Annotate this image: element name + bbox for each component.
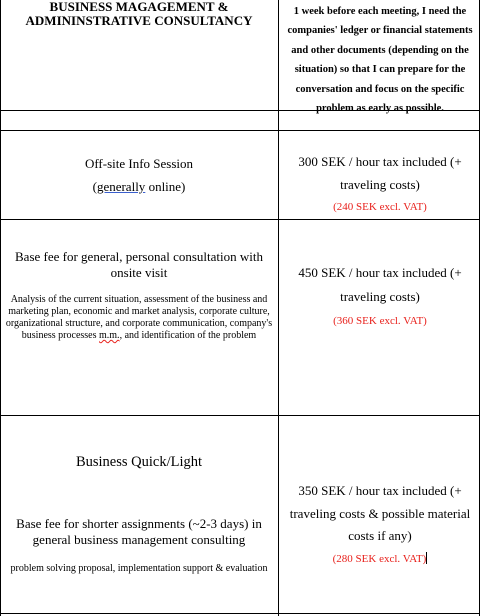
price-excl-vat: (240 SEK excl. VAT) [333, 201, 427, 213]
row-divider [0, 219, 480, 220]
table-border-bottom [0, 613, 480, 614]
row-divider [0, 415, 480, 416]
service-info-session [2, 152, 276, 198]
table-border-left [0, 0, 1, 616]
price-incl-tax: 300 SEK / hour tax included (+ traveling costs) [298, 154, 462, 192]
service-onsite-consultation: Base fee for general, personal consultation with onsite visit [15, 249, 263, 280]
price-incl-tax: 450 SEK / hour tax included (+ traveling costs) [298, 265, 462, 304]
price-incl-tax: 350 SEK / hour tax included (+ traveling costs & possible material costs if any) [289, 483, 471, 543]
service-quick-light: Base fee for shorter assignments (~2-3 days) in general business management consulting [16, 516, 262, 547]
price-info-session [282, 150, 478, 219]
preparation-note: 1 week before each meeting, I need the companies' ledger or financial statements and other documents (depending on the situation) so that I can prepare for the conversation and focus on the specific problem as early as possible. [287, 6, 473, 115]
service-quick-light-title: Business Quick/Light [75, 454, 203, 470]
price-excl-vat: (280 SEK excl. VAT) [332, 552, 427, 565]
service-name: Off-site Info Session [84, 156, 194, 171]
column-divider [278, 0, 279, 616]
service-mode: (generally online) [92, 179, 186, 194]
text-cursor [426, 552, 427, 564]
row-divider [0, 130, 480, 131]
price-onsite-consultation [282, 261, 478, 333]
section-title: BUSINESS MAGAGEMENT & ADMININSTRATIVE CONSULTANCY [25, 0, 253, 28]
generally-link[interactable]: generally [96, 179, 146, 194]
service-details: Analysis of the current situation, assessment of the business and marketing plan, economic and market analysis, corporate culture, organizational structure, and corporate communication, company's business processes m.m., and identification of the problem [5, 294, 273, 341]
table-border-right [479, 0, 480, 616]
price-quick-light [282, 480, 478, 570]
service-details: problem solving proposal, implementation support & evaluation [10, 563, 268, 574]
spellcheck-flag[interactable]: m.m. [99, 330, 120, 341]
price-excl-vat: (360 SEK excl. VAT) [333, 315, 427, 327]
